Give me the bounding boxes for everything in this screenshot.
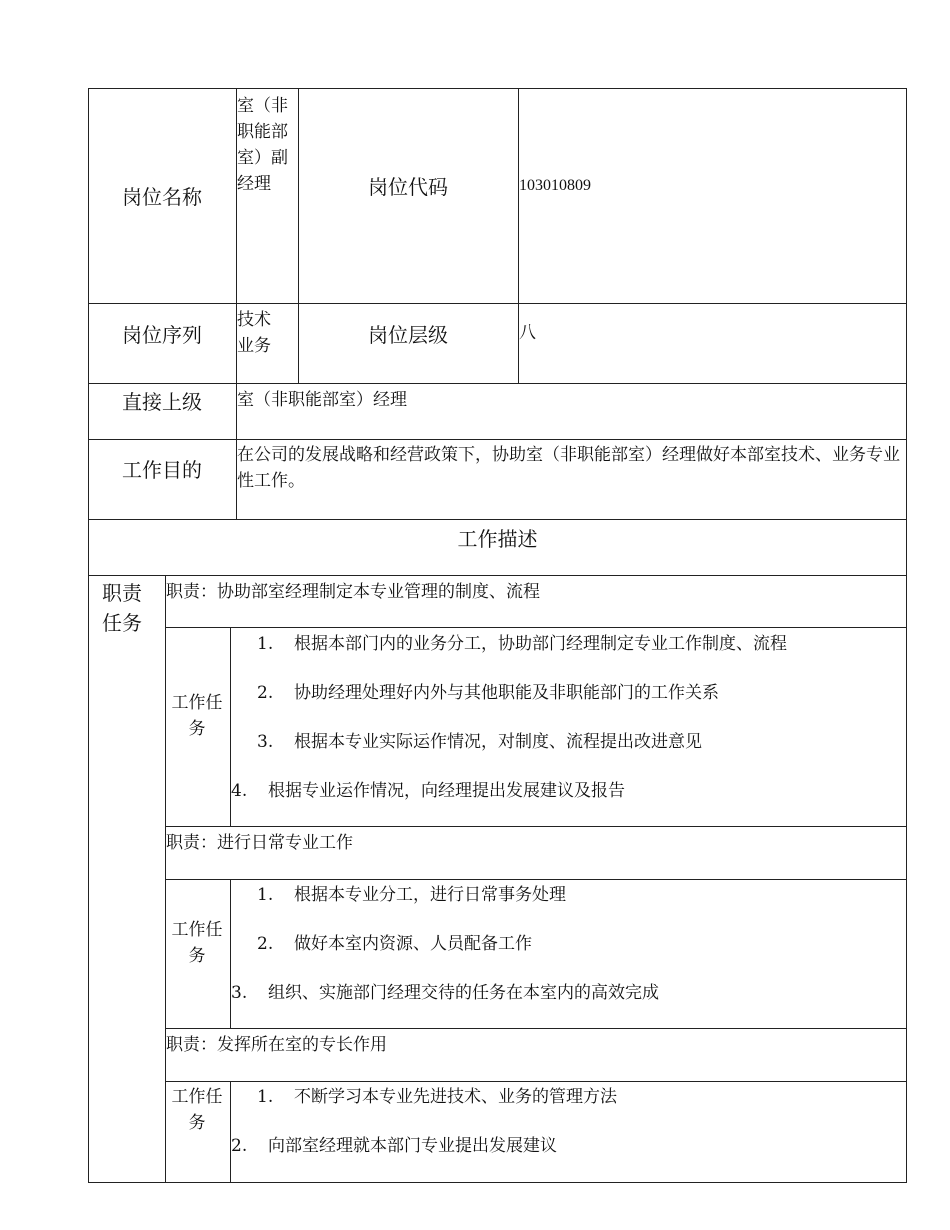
duty-2-task-1: 根据本专业分工，进行日常事务处理	[294, 885, 566, 905]
purpose-value: 在公司的发展战略和经营政策下，协助室（非职能部室）经理做好本部室技术、业务专业性工作。	[237, 445, 900, 491]
post-series-label: 岗位序列	[122, 322, 202, 347]
post-level-label: 岗位层级	[368, 322, 448, 347]
superior-value: 室（非职能部室）经理	[237, 390, 407, 410]
duty-3-task-1-num: 1.	[257, 1087, 274, 1107]
duty-2-task-1-num: 1.	[257, 885, 274, 905]
duty-2-task-3: 组织、实施部门经理交待的任务在本室内的高效完成	[268, 983, 659, 1003]
duty-1-task-4: 根据专业运作情况，向经理提出发展建议及报告	[268, 781, 625, 801]
purpose-label: 工作目的	[122, 457, 202, 482]
duty-3-work-task-label: 工作任务	[171, 1087, 223, 1133]
post-level-value: 八	[519, 323, 536, 343]
post-series-value: 技术业务	[237, 310, 271, 356]
post-code-value: 103010809	[519, 177, 591, 194]
duty-2-task-3-num: 3.	[231, 983, 248, 1003]
description-heading: 工作描述	[457, 526, 538, 551]
duty-1-task-1: 根据本部门内的业务分工，协助部门经理制定专业工作制度、流程	[294, 634, 787, 654]
duty-1-task-3-num: 3.	[257, 732, 274, 752]
superior-label: 直接上级	[122, 389, 202, 414]
post-name-value: 室（非职能部室）副经理	[237, 96, 288, 194]
duty-3-task-2: 向部室经理就本部门专业提出发展建议	[268, 1136, 557, 1156]
post-name-label: 岗位名称	[122, 185, 202, 209]
duty-3-title: 职责：发挥所在室的专长作用	[166, 1035, 387, 1055]
duty-2-task-2: 做好本室内资源、人员配备工作	[294, 934, 532, 954]
duty-1-task-4-num: 4.	[231, 781, 248, 801]
duty-3-task-1: 不断学习本专业先进技术、业务的管理方法	[294, 1087, 617, 1107]
duty-2-work-task-label: 工作任务	[171, 920, 223, 966]
duty-2-task-2-num: 2.	[257, 934, 274, 954]
duty-1-work-task-label: 工作任务	[171, 693, 223, 739]
duty-1-task-3: 根据本专业实际运作情况，对制度、流程提出改进意见	[294, 732, 702, 752]
duty-2-title: 职责：进行日常专业工作	[166, 833, 353, 853]
duty-1-task-2: 协助经理处理好内外与其他职能及非职能部门的工作关系	[294, 683, 719, 703]
duty-tasks-label: 职责任务	[102, 581, 142, 635]
duty-1-task-1-num: 1.	[257, 634, 274, 654]
duty-3-task-2-num: 2.	[231, 1136, 248, 1156]
duty-1-title: 职责：协助部室经理制定本专业管理的制度、流程	[166, 582, 540, 602]
duty-1-task-2-num: 2.	[257, 683, 274, 703]
post-code-label: 岗位代码	[368, 175, 448, 199]
